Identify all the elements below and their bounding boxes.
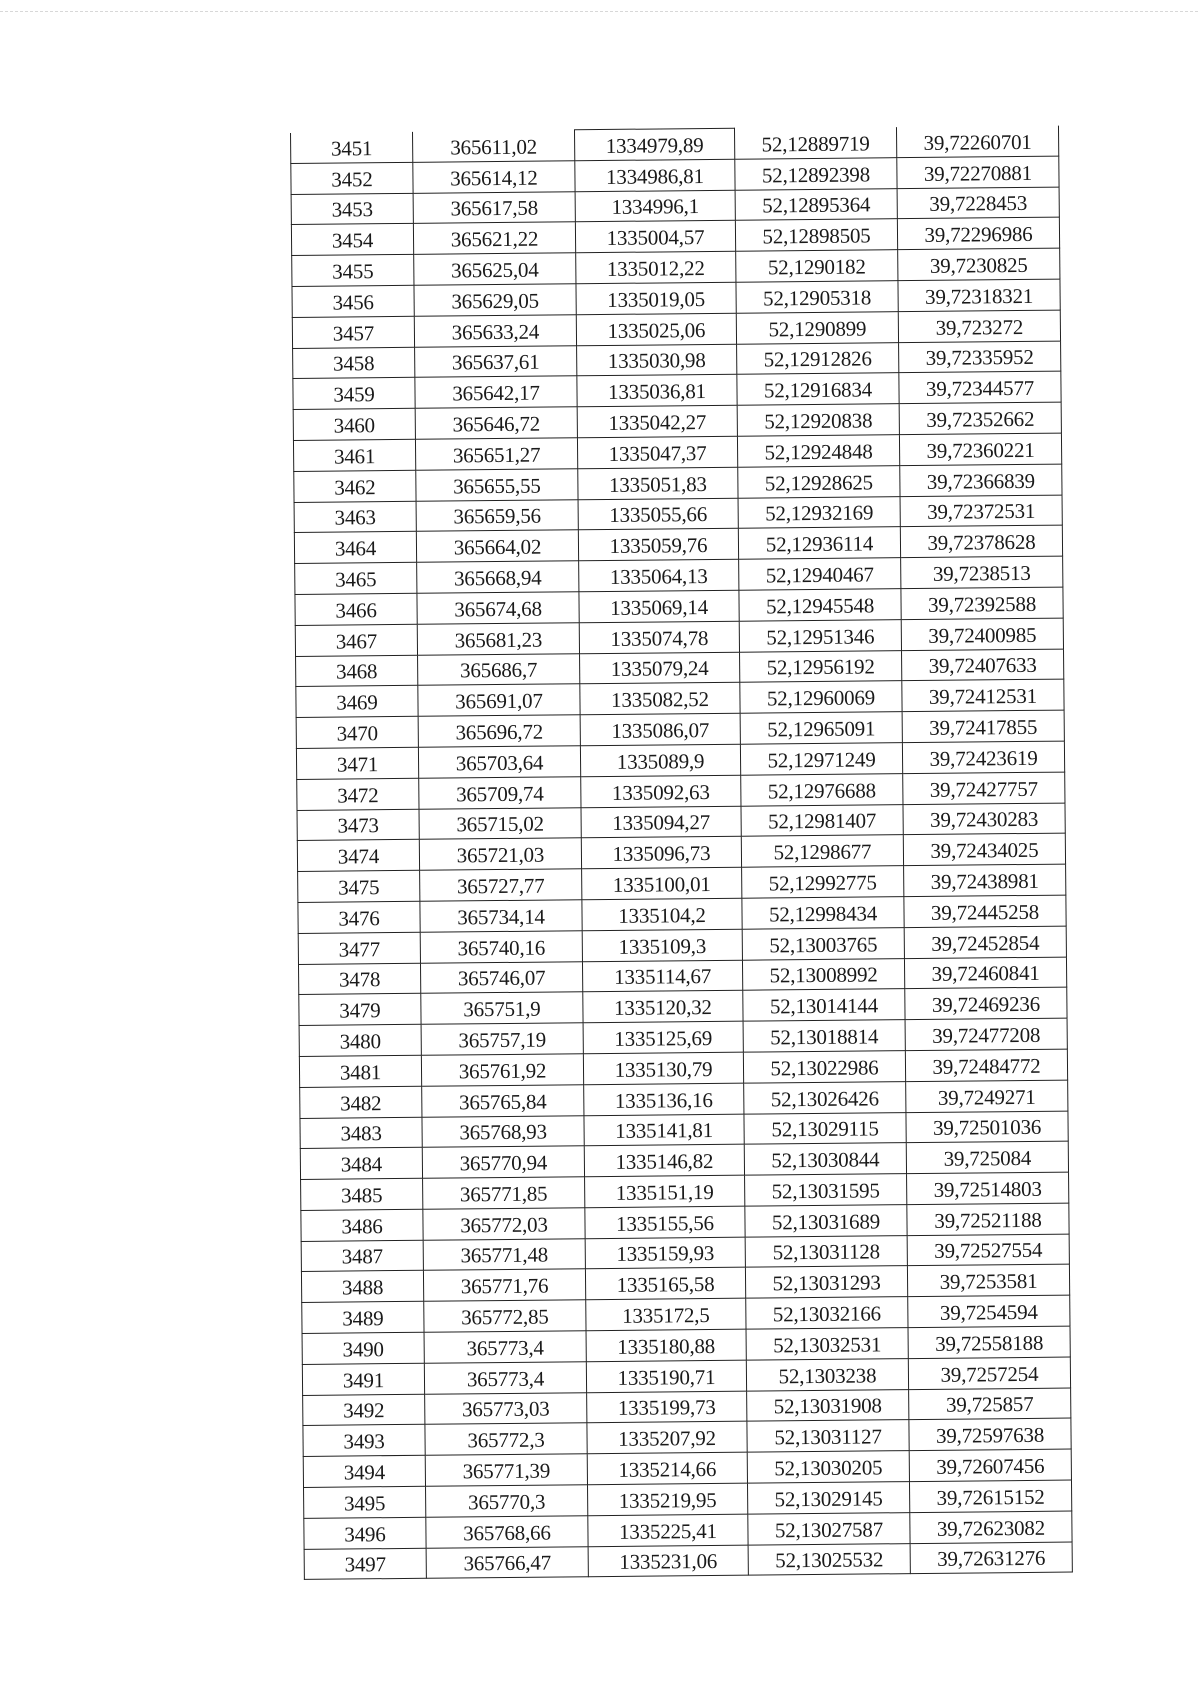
cell-latitude: 52,13032531 bbox=[746, 1328, 908, 1360]
cell-latitude: 52,13031293 bbox=[745, 1266, 907, 1298]
cell-y: 1335036,81 bbox=[577, 375, 737, 407]
cell-longitude: 39,725857 bbox=[909, 1388, 1071, 1420]
cell-x: 365773,4 bbox=[424, 1362, 586, 1394]
cell-x: 365625,04 bbox=[414, 253, 576, 285]
cell-longitude: 39,7230825 bbox=[898, 248, 1060, 280]
cell-point-number: 3497 bbox=[304, 1548, 426, 1580]
cell-x: 365621,22 bbox=[413, 222, 575, 254]
cell-x: 365637,61 bbox=[415, 345, 577, 377]
cell-x: 365703,64 bbox=[418, 746, 580, 778]
cell-point-number: 3454 bbox=[291, 224, 413, 256]
cell-x: 365721,03 bbox=[419, 838, 581, 870]
cell-longitude: 39,7257254 bbox=[908, 1357, 1070, 1389]
cell-x: 365659,56 bbox=[416, 499, 578, 531]
cell-latitude: 52,12965091 bbox=[740, 712, 902, 744]
cell-x: 365771,76 bbox=[423, 1269, 585, 1301]
cell-x: 365633,24 bbox=[414, 315, 576, 347]
cell-latitude: 52,13031689 bbox=[745, 1205, 907, 1237]
cell-latitude: 52,13026426 bbox=[744, 1081, 906, 1113]
cell-latitude: 52,12936114 bbox=[738, 527, 900, 559]
cell-y: 1335125,69 bbox=[583, 1021, 743, 1053]
cell-longitude: 39,72407633 bbox=[902, 649, 1064, 681]
cell-y: 1335025,06 bbox=[576, 313, 736, 345]
cell-point-number: 3453 bbox=[291, 193, 413, 225]
table-row bbox=[304, 1542, 1072, 1580]
cell-latitude: 52,12951346 bbox=[739, 619, 901, 651]
cell-y: 1335059,76 bbox=[578, 529, 738, 561]
cell-longitude: 39,72430283 bbox=[903, 803, 1065, 835]
cell-y: 1335214,66 bbox=[587, 1452, 747, 1484]
cell-x: 365734,14 bbox=[420, 900, 582, 932]
cell-latitude: 52,13027587 bbox=[748, 1512, 910, 1544]
cell-point-number: 3455 bbox=[292, 255, 414, 287]
cell-x: 365768,66 bbox=[426, 1516, 588, 1548]
cell-point-number: 3452 bbox=[291, 162, 413, 194]
cell-y: 1335141,81 bbox=[584, 1114, 744, 1146]
cell-point-number: 3461 bbox=[293, 439, 415, 471]
cell-y: 1335104,2 bbox=[582, 898, 742, 930]
cell-point-number: 3489 bbox=[302, 1302, 424, 1334]
coordinates-table-body bbox=[291, 125, 1073, 1580]
cell-point-number: 3496 bbox=[304, 1517, 426, 1549]
cell-x: 365761,92 bbox=[421, 1054, 583, 1086]
cell-y: 1335225,41 bbox=[588, 1514, 748, 1546]
cell-point-number: 3483 bbox=[300, 1117, 422, 1149]
cell-y: 1335159,93 bbox=[585, 1237, 745, 1269]
cell-point-number: 3468 bbox=[296, 655, 418, 687]
cell-longitude: 39,72631276 bbox=[910, 1542, 1072, 1574]
cell-latitude: 52,12956192 bbox=[740, 650, 902, 682]
cell-latitude: 52,1290899 bbox=[736, 311, 898, 343]
cell-point-number: 3467 bbox=[295, 624, 417, 656]
cell-latitude: 52,13003765 bbox=[742, 927, 904, 959]
cell-x: 365772,3 bbox=[425, 1423, 587, 1455]
cell-longitude: 39,72372531 bbox=[900, 495, 1062, 527]
cell-longitude: 39,72477208 bbox=[905, 1018, 1067, 1050]
cell-point-number: 3470 bbox=[296, 716, 418, 748]
cell-latitude: 52,12976688 bbox=[741, 773, 903, 805]
cell-y: 1335120,32 bbox=[583, 991, 743, 1023]
cell-latitude: 52,12895364 bbox=[735, 188, 897, 220]
cell-y: 1334979,89 bbox=[574, 128, 734, 160]
cell-y: 1335136,16 bbox=[584, 1083, 744, 1115]
cell-longitude: 39,72318321 bbox=[898, 279, 1060, 311]
cell-longitude: 39,72521188 bbox=[907, 1203, 1069, 1235]
cell-y: 1335146,82 bbox=[584, 1144, 744, 1176]
cell-longitude: 39,72514803 bbox=[907, 1172, 1069, 1204]
cell-longitude: 39,72469236 bbox=[905, 987, 1067, 1019]
cell-longitude: 39,72400985 bbox=[901, 618, 1063, 650]
cell-point-number: 3478 bbox=[298, 963, 420, 995]
cell-y: 1335042,27 bbox=[577, 405, 737, 437]
cell-point-number: 3469 bbox=[296, 686, 418, 718]
cell-longitude: 39,72423619 bbox=[902, 741, 1064, 773]
cell-point-number: 3491 bbox=[302, 1363, 424, 1395]
cell-latitude: 52,13031908 bbox=[747, 1389, 909, 1421]
cell-y: 1335165,58 bbox=[585, 1268, 745, 1300]
cell-latitude: 52,12998434 bbox=[742, 897, 904, 929]
cell-y: 1335231,06 bbox=[588, 1545, 748, 1577]
cell-longitude: 39,7228453 bbox=[897, 187, 1059, 219]
cell-point-number: 3482 bbox=[300, 1086, 422, 1118]
cell-longitude: 39,72558188 bbox=[908, 1326, 1070, 1358]
cell-point-number: 3486 bbox=[301, 1209, 423, 1241]
cell-x: 365768,93 bbox=[422, 1115, 584, 1147]
cell-y: 1335155,56 bbox=[585, 1206, 745, 1238]
cell-latitude: 52,13014144 bbox=[743, 989, 905, 1021]
cell-longitude: 39,7249271 bbox=[906, 1080, 1068, 1112]
cell-point-number: 3459 bbox=[293, 378, 415, 410]
cell-y: 1335089,9 bbox=[580, 744, 740, 776]
coordinates-table bbox=[290, 125, 1073, 1581]
cell-latitude: 52,12892398 bbox=[735, 157, 897, 189]
cell-point-number: 3475 bbox=[298, 870, 420, 902]
cell-latitude: 52,13029115 bbox=[744, 1112, 906, 1144]
cell-x: 365771,48 bbox=[423, 1238, 585, 1270]
cell-y: 1335092,63 bbox=[581, 775, 741, 807]
cell-latitude: 52,13030844 bbox=[744, 1143, 906, 1175]
cell-point-number: 3473 bbox=[297, 809, 419, 841]
cell-longitude: 39,72296986 bbox=[897, 218, 1059, 250]
cell-longitude: 39,72352662 bbox=[899, 402, 1061, 434]
cell-longitude: 39,7238513 bbox=[901, 556, 1063, 588]
cell-y: 1335082,52 bbox=[580, 683, 740, 715]
cell-y: 1335047,37 bbox=[577, 436, 737, 468]
cell-latitude: 52,12945548 bbox=[739, 589, 901, 621]
cell-latitude: 52,1290182 bbox=[736, 250, 898, 282]
cell-latitude: 52,12992775 bbox=[742, 866, 904, 898]
cell-point-number: 3464 bbox=[294, 532, 416, 564]
cell-latitude: 52,13025532 bbox=[748, 1543, 910, 1575]
cell-x: 365709,74 bbox=[419, 776, 581, 808]
cell-point-number: 3487 bbox=[301, 1240, 423, 1272]
cell-latitude: 52,12960069 bbox=[740, 681, 902, 713]
cell-y: 1335030,98 bbox=[577, 344, 737, 376]
cell-y: 1335109,3 bbox=[582, 929, 742, 961]
cell-latitude: 52,12889719 bbox=[734, 127, 896, 159]
cell-point-number: 3492 bbox=[303, 1394, 425, 1426]
cell-point-number: 3474 bbox=[297, 840, 419, 872]
cell-point-number: 3488 bbox=[301, 1271, 423, 1303]
cell-x: 365727,77 bbox=[420, 869, 582, 901]
cell-longitude: 39,72344577 bbox=[899, 371, 1061, 403]
cell-point-number: 3463 bbox=[294, 501, 416, 533]
cell-x: 365772,03 bbox=[423, 1208, 585, 1240]
cell-x: 365651,27 bbox=[415, 438, 577, 470]
cell-y: 1335074,78 bbox=[579, 621, 739, 653]
cell-latitude: 52,1303238 bbox=[746, 1358, 908, 1390]
cell-longitude: 39,72378628 bbox=[900, 525, 1062, 557]
cell-longitude: 39,7253581 bbox=[907, 1265, 1069, 1297]
cell-x: 365696,72 bbox=[418, 715, 580, 747]
cell-x: 365771,39 bbox=[425, 1454, 587, 1486]
cell-point-number: 3465 bbox=[295, 562, 417, 594]
cell-y: 1335051,83 bbox=[578, 467, 738, 499]
cell-point-number: 3472 bbox=[297, 778, 419, 810]
cell-latitude: 52,13030205 bbox=[747, 1451, 909, 1483]
cell-point-number: 3457 bbox=[292, 316, 414, 348]
cell-x: 365691,07 bbox=[418, 684, 580, 716]
cell-longitude: 39,72607456 bbox=[909, 1449, 1071, 1481]
cell-point-number: 3490 bbox=[302, 1332, 424, 1364]
cell-y: 1335219,95 bbox=[587, 1483, 747, 1515]
cell-longitude: 39,72366839 bbox=[900, 464, 1062, 496]
cell-longitude: 39,725084 bbox=[906, 1141, 1068, 1173]
cell-y: 1335180,88 bbox=[586, 1329, 746, 1361]
cell-longitude: 39,72484772 bbox=[905, 1049, 1067, 1081]
cell-latitude: 52,12912826 bbox=[737, 342, 899, 374]
cell-x: 365614,12 bbox=[413, 161, 575, 193]
cell-latitude: 52,12916834 bbox=[737, 373, 899, 405]
cell-latitude: 52,12971249 bbox=[740, 743, 902, 775]
cell-latitude: 52,13018814 bbox=[743, 1020, 905, 1052]
cell-latitude: 52,12924848 bbox=[737, 435, 899, 467]
cell-longitude: 39,72360221 bbox=[899, 433, 1061, 465]
cell-y: 1335055,66 bbox=[578, 498, 738, 530]
cell-x: 365773,03 bbox=[425, 1392, 587, 1424]
cell-y: 1335096,73 bbox=[581, 837, 741, 869]
cell-x: 365773,4 bbox=[424, 1331, 586, 1363]
cell-point-number: 3477 bbox=[298, 932, 420, 964]
cell-y: 1335079,24 bbox=[580, 652, 740, 684]
cell-x: 365715,02 bbox=[419, 807, 581, 839]
cell-longitude: 39,72412531 bbox=[902, 679, 1064, 711]
cell-point-number: 3484 bbox=[300, 1148, 422, 1180]
cell-x: 365746,07 bbox=[420, 961, 582, 993]
cell-longitude: 39,72615152 bbox=[909, 1480, 1071, 1512]
cell-x: 365757,19 bbox=[421, 1023, 583, 1055]
cell-x: 365771,85 bbox=[423, 1177, 585, 1209]
cell-y: 1335172,5 bbox=[586, 1298, 746, 1330]
cell-longitude: 39,72623082 bbox=[910, 1511, 1072, 1543]
cell-x: 365664,02 bbox=[416, 530, 578, 562]
cell-point-number: 3481 bbox=[299, 1055, 421, 1087]
cell-longitude: 39,72597638 bbox=[909, 1419, 1071, 1451]
cell-y: 1335019,05 bbox=[576, 282, 736, 314]
cell-latitude: 52,12898505 bbox=[735, 219, 897, 251]
cell-x: 365642,17 bbox=[415, 376, 577, 408]
cell-latitude: 52,13022986 bbox=[743, 1051, 905, 1083]
cell-longitude: 39,72527554 bbox=[907, 1234, 1069, 1266]
cell-longitude: 39,72445258 bbox=[904, 895, 1066, 927]
cell-longitude: 39,72335952 bbox=[899, 341, 1061, 373]
cell-longitude: 39,72260701 bbox=[896, 125, 1058, 157]
cell-longitude: 39,7254594 bbox=[908, 1295, 1070, 1327]
cell-x: 365617,58 bbox=[413, 191, 575, 223]
cell-y: 1334986,81 bbox=[575, 159, 735, 191]
cell-latitude: 52,12981407 bbox=[741, 804, 903, 836]
cell-x: 365740,16 bbox=[420, 930, 582, 962]
scan-edge-line bbox=[0, 11, 1200, 12]
cell-y: 1335100,01 bbox=[582, 867, 742, 899]
cell-latitude: 52,13032166 bbox=[746, 1297, 908, 1329]
cell-y: 1335207,92 bbox=[587, 1422, 747, 1454]
cell-x: 365646,72 bbox=[415, 407, 577, 439]
cell-longitude: 39,72501036 bbox=[906, 1111, 1068, 1143]
cell-latitude: 52,12940467 bbox=[739, 558, 901, 590]
cell-point-number: 3451 bbox=[291, 131, 413, 163]
cell-latitude: 52,12920838 bbox=[737, 404, 899, 436]
cell-y: 1335012,22 bbox=[576, 251, 736, 283]
cell-x: 365655,55 bbox=[416, 469, 578, 501]
cell-longitude: 39,72460841 bbox=[904, 957, 1066, 989]
cell-latitude: 52,13031127 bbox=[747, 1420, 909, 1452]
cell-x: 365772,85 bbox=[424, 1300, 586, 1332]
cell-point-number: 3495 bbox=[304, 1486, 426, 1518]
cell-longitude: 39,72392588 bbox=[901, 587, 1063, 619]
cell-x: 365765,84 bbox=[422, 1084, 584, 1116]
cell-point-number: 3493 bbox=[303, 1425, 425, 1457]
cell-y: 1335069,14 bbox=[579, 590, 739, 622]
cell-point-number: 3494 bbox=[303, 1456, 425, 1488]
cell-x: 365668,94 bbox=[417, 561, 579, 593]
cell-longitude: 39,72417855 bbox=[902, 710, 1064, 742]
cell-y: 1335004,57 bbox=[575, 221, 735, 253]
cell-longitude: 39,72434025 bbox=[903, 833, 1065, 865]
cell-x: 365629,05 bbox=[414, 284, 576, 316]
cell-point-number: 3466 bbox=[295, 593, 417, 625]
cell-latitude: 52,12932169 bbox=[738, 496, 900, 528]
cell-x: 365770,3 bbox=[426, 1485, 588, 1517]
cell-longitude: 39,72452854 bbox=[904, 926, 1066, 958]
cell-x: 365674,68 bbox=[417, 592, 579, 624]
cell-latitude: 52,13029145 bbox=[747, 1482, 909, 1514]
cell-y: 1335190,71 bbox=[586, 1360, 746, 1392]
cell-x: 365770,94 bbox=[422, 1146, 584, 1178]
cell-latitude: 52,12905318 bbox=[736, 281, 898, 313]
cell-latitude: 52,12928625 bbox=[738, 465, 900, 497]
cell-point-number: 3471 bbox=[296, 747, 418, 779]
cell-x: 365751,9 bbox=[421, 992, 583, 1024]
cell-latitude: 52,13031595 bbox=[745, 1174, 907, 1206]
cell-y: 1335086,07 bbox=[580, 713, 740, 745]
cell-point-number: 3479 bbox=[299, 994, 421, 1026]
cell-y: 1335151,19 bbox=[585, 1175, 745, 1207]
cell-point-number: 3462 bbox=[294, 470, 416, 502]
cell-latitude: 52,1298677 bbox=[741, 835, 903, 867]
cell-y: 1335199,73 bbox=[587, 1391, 747, 1423]
cell-point-number: 3485 bbox=[301, 1178, 423, 1210]
cell-longitude: 39,723272 bbox=[898, 310, 1060, 342]
cell-point-number: 3456 bbox=[292, 285, 414, 317]
cell-point-number: 3480 bbox=[299, 1024, 421, 1056]
cell-longitude: 39,72270881 bbox=[897, 156, 1059, 188]
cell-longitude: 39,72427757 bbox=[903, 772, 1065, 804]
cell-longitude: 39,72438981 bbox=[904, 864, 1066, 896]
cell-x: 365681,23 bbox=[417, 622, 579, 654]
cell-latitude: 52,13008992 bbox=[742, 958, 904, 990]
cell-y: 1335064,13 bbox=[579, 559, 739, 591]
cell-latitude: 52,13031128 bbox=[745, 1235, 907, 1267]
cell-point-number: 3460 bbox=[293, 408, 415, 440]
cell-y: 1334996,1 bbox=[575, 190, 735, 222]
cell-y: 1335130,79 bbox=[583, 1052, 743, 1084]
cell-x: 365611,02 bbox=[412, 130, 574, 162]
cell-x: 365766,47 bbox=[426, 1546, 588, 1578]
cell-point-number: 3458 bbox=[293, 347, 415, 379]
cell-y: 1335094,27 bbox=[581, 806, 741, 838]
cell-x: 365686,7 bbox=[418, 653, 580, 685]
cell-point-number: 3476 bbox=[298, 901, 420, 933]
cell-y: 1335114,67 bbox=[582, 960, 742, 992]
